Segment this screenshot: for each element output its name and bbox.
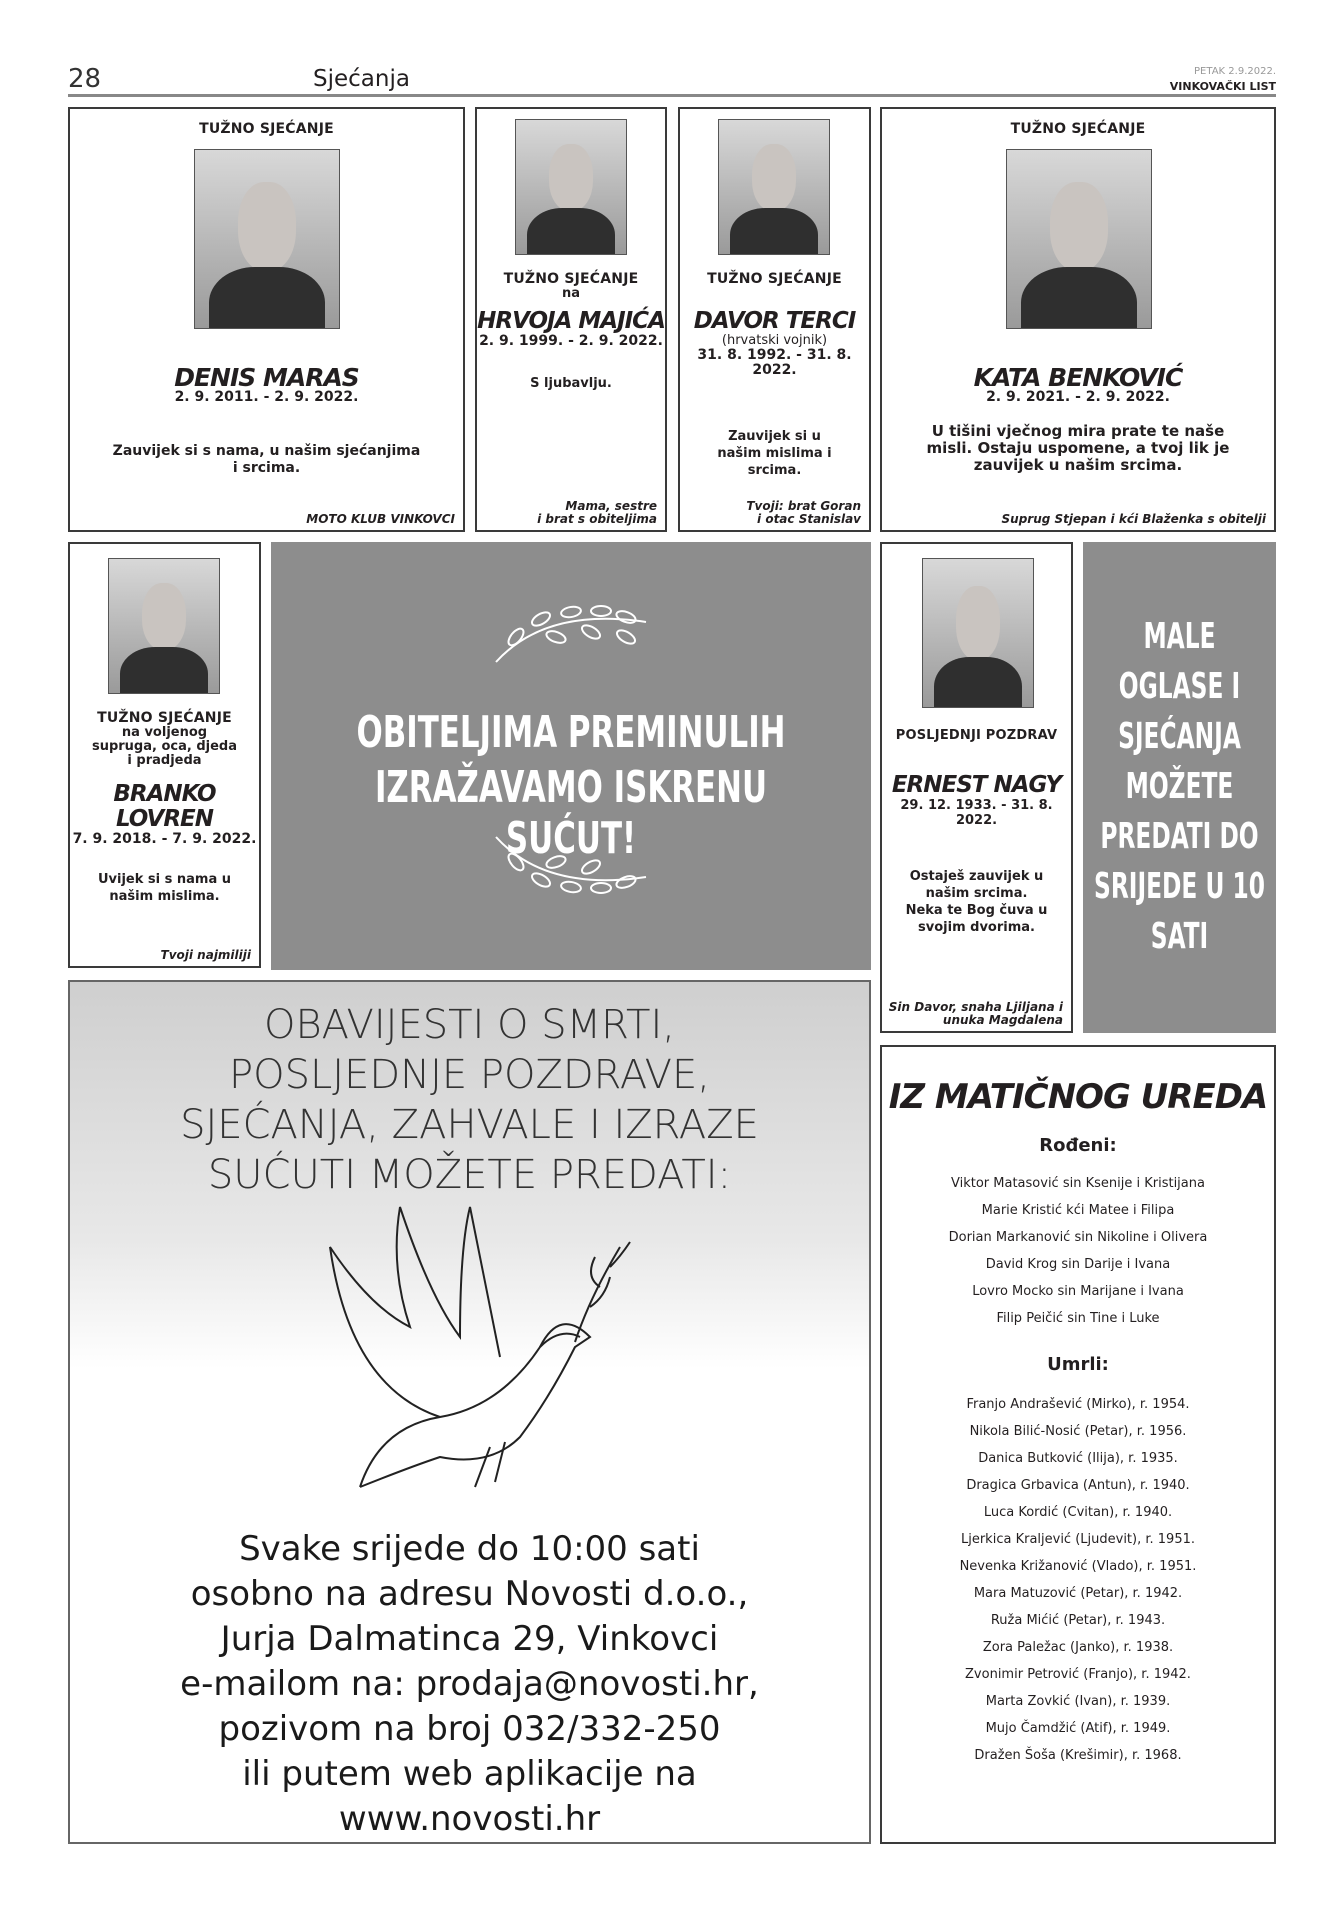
died-entry: Dražen Šoša (Krešimir), r. 1968. — [974, 1748, 1182, 1763]
died-entry: Mara Matuzović (Petar), r. 1942. — [973, 1586, 1183, 1601]
deceased-name: ERNEST NAGY — [891, 772, 1062, 798]
signature — [746, 500, 861, 526]
died-entry: Franjo Andrašević (Mirko), r. 1954. — [966, 1397, 1190, 1412]
header-rule — [68, 94, 1276, 97]
born-entry: David Krog sin Darije i Ivana — [985, 1257, 1171, 1272]
signature-line: unuka Magdalena — [942, 1013, 1063, 1027]
condolence-line-1: OBITELJIMA PREMINULIH — [356, 707, 786, 758]
notice-branko-lovren — [68, 542, 261, 968]
message: Zauvijek si u našim mislima i srcima. — [717, 429, 832, 478]
deceased-name: DENIS MARAS — [174, 363, 359, 392]
died-entry: Mujo Čamdžić (Atif), r. 1949. — [985, 1721, 1171, 1736]
born-entry: Marie Kristić kći Matee i Filipa — [981, 1203, 1175, 1218]
died-entry: Ljerkica Kraljević (Ljudevit), r. 1951. — [960, 1532, 1195, 1547]
born-entry: Viktor Matasović sin Ksenije i Kristijana — [951, 1176, 1205, 1191]
signature: Suprug Stjepan i kći Blaženka s obitelji — [1001, 512, 1266, 526]
born-list — [882, 1170, 1274, 1332]
message-line: Ostaješ zauvijek u našim srcima. — [909, 869, 1044, 901]
deceased-name: DAVOR TERCI — [693, 308, 856, 334]
dates: 2. 9. 2011. - 2. 9. 2022. — [174, 389, 359, 405]
portrait-photo — [718, 119, 830, 255]
signature — [537, 500, 657, 526]
dove-with-olive-branch-icon — [290, 1187, 650, 1527]
born-entry: Filip Peičić sin Tine i Luke — [996, 1311, 1160, 1326]
info-contact-lines — [70, 1527, 869, 1842]
issue-date: PETAK 2.9.2022. — [1194, 66, 1276, 77]
notice-heading: TUŽNO SJEĆANJE — [97, 710, 232, 726]
notice-davor-terci — [678, 107, 871, 532]
info-line: Jurja Dalmatinca 29, Vinkovci — [220, 1619, 719, 1659]
ads-deadline-banner — [1083, 542, 1276, 1033]
info-phone: pozivom na broj 032/332-250 — [218, 1709, 721, 1749]
notice-ernest-nagy — [880, 542, 1073, 1033]
info-line: osobno na adresu Novosti d.o.o., — [190, 1574, 749, 1614]
notice-subheading: (hrvatski vojnik) — [721, 333, 828, 348]
dates: 31. 8. 1992. - 31. 8. 2022. — [697, 347, 852, 378]
condolence-banner — [271, 542, 871, 970]
notice-denis-maras — [68, 107, 465, 532]
died-entry: Ruža Mićić (Petar), r. 1943. — [990, 1613, 1166, 1628]
died-list — [882, 1391, 1274, 1769]
info-website-link[interactable]: www.novosti.hr — [338, 1799, 601, 1839]
died-entry: Zora Paležac (Janko), r. 1938. — [982, 1640, 1174, 1655]
dates: 7. 9. 2018. - 7. 9. 2022. — [72, 831, 257, 847]
born-heading: Rođeni: — [1039, 1135, 1117, 1156]
signature-line: i brat s obiteljima — [537, 512, 657, 526]
born-entry: Dorian Markanović sin Nikoline i Olivera — [948, 1230, 1208, 1245]
signature: MOTO KLUB VINKOVCI — [306, 512, 455, 526]
info-line: ili putem web aplikacije na — [242, 1754, 697, 1794]
info-line: Svake srijede do 10:00 sati — [239, 1529, 700, 1569]
deceased-name: BRANKO LOVREN — [113, 781, 216, 832]
notice-subheading: na — [561, 286, 581, 301]
deceased-name: KATA BENKOVIĆ — [973, 363, 1183, 392]
submission-info — [68, 980, 871, 1844]
condolence-line-2: IZRAŽAVAMO ISKRENU SUĆUT! — [374, 762, 768, 864]
olive-branch-icon — [486, 832, 656, 902]
born-entry: Lovro Mocko sin Marijane i Ivana — [972, 1284, 1184, 1299]
notice-heading: TUŽNO SJEĆANJE — [199, 121, 334, 137]
notice-heading: TUŽNO SJEĆANJE — [503, 271, 639, 287]
message: U tišini vječnog mira prate te naše misli. Ostaju uspomene, a tvoj lik je zauvijek u našim srcima. — [926, 422, 1230, 474]
info-title: OBAVIJESTI O SMRTI, POSLJEDNJE POZDRAVE, SJEĆANJA, ZAHVALE I IZRAZE SUĆUTI MOŽETE PREDATI: — [180, 1002, 759, 1198]
portrait-photo — [194, 149, 340, 329]
notice-subheading: na voljenog supruga, oca, djeda i pradjeda — [91, 725, 238, 768]
portrait-photo — [108, 558, 220, 694]
signature-line: Sin Davor, snaha Ljiljana i — [888, 1000, 1063, 1014]
dates: 2. 9. 1999. - 2. 9. 2022. — [479, 333, 663, 349]
dates: 2. 9. 2021. - 2. 9. 2022. — [986, 389, 1170, 405]
message-line: Neka te Bog čuva u svojim dvorima. — [905, 903, 1048, 935]
olive-branch-icon — [486, 597, 656, 667]
dates: 29. 12. 1933. - 31. 8. 2022. — [900, 798, 1053, 828]
signature — [889, 1001, 1063, 1027]
registry-office — [880, 1045, 1276, 1844]
signature-line: Tvoji: brat Goran — [746, 499, 861, 513]
portrait-photo — [922, 558, 1034, 708]
notice-hrvoje-majic — [475, 107, 667, 532]
message — [894, 868, 1059, 936]
notice-heading: TUŽNO SJEĆANJE — [1010, 121, 1146, 137]
died-entry: Nikola Bilić-Nosić (Petar), r. 1956. — [969, 1424, 1187, 1439]
notice-heading: POSLJEDNJI POZDRAV — [895, 728, 1058, 743]
died-entry: Danica Butković (Ilija), r. 1935. — [978, 1451, 1178, 1466]
notice-heading: TUŽNO SJEĆANJE — [707, 271, 842, 287]
signature-line: i otac Stanislav — [757, 512, 861, 526]
signature: Tvoji najmiliji — [160, 948, 251, 962]
registry-title: IZ MATIČNOG UREDA — [888, 1077, 1268, 1117]
info-email[interactable]: e-mailom na: prodaja@novosti.hr, — [180, 1664, 759, 1704]
page-number: 28 — [68, 64, 102, 94]
message: Zauvijek si s nama, u našim sjećanjima i srcima. — [112, 443, 421, 476]
publication-name: VINKOVAČKI LIST — [1169, 80, 1276, 93]
died-heading: Umrli: — [1047, 1354, 1109, 1375]
portrait-photo — [515, 119, 627, 255]
died-entry: Zvonimir Petrović (Franjo), r. 1942. — [965, 1667, 1191, 1682]
died-entry: Nevenka Križanović (Vlado), r. 1951. — [959, 1559, 1197, 1574]
message: S ljubavlju. — [530, 376, 612, 391]
notice-kata-benkovic — [880, 107, 1276, 532]
ads-deadline-text: MALE OGLASE I SJEĆANJA MOŽETE PREDATI DO SRIJEDE U 10 SATI — [1094, 616, 1265, 957]
died-entry: Dragica Grbavica (Antun), r. 1940. — [966, 1478, 1190, 1493]
deceased-name: HRVOJA MAJIĆA — [477, 308, 665, 334]
portrait-photo — [1006, 149, 1152, 329]
message: Uvijek si s nama u našim mislima. — [97, 872, 232, 904]
section-title: Sjećanja — [313, 66, 410, 92]
died-entry: Marta Zovkić (Ivan), r. 1939. — [985, 1694, 1171, 1709]
signature-line: Mama, sestre — [565, 499, 657, 513]
died-entry: Luca Kordić (Cvitan), r. 1940. — [983, 1505, 1173, 1520]
